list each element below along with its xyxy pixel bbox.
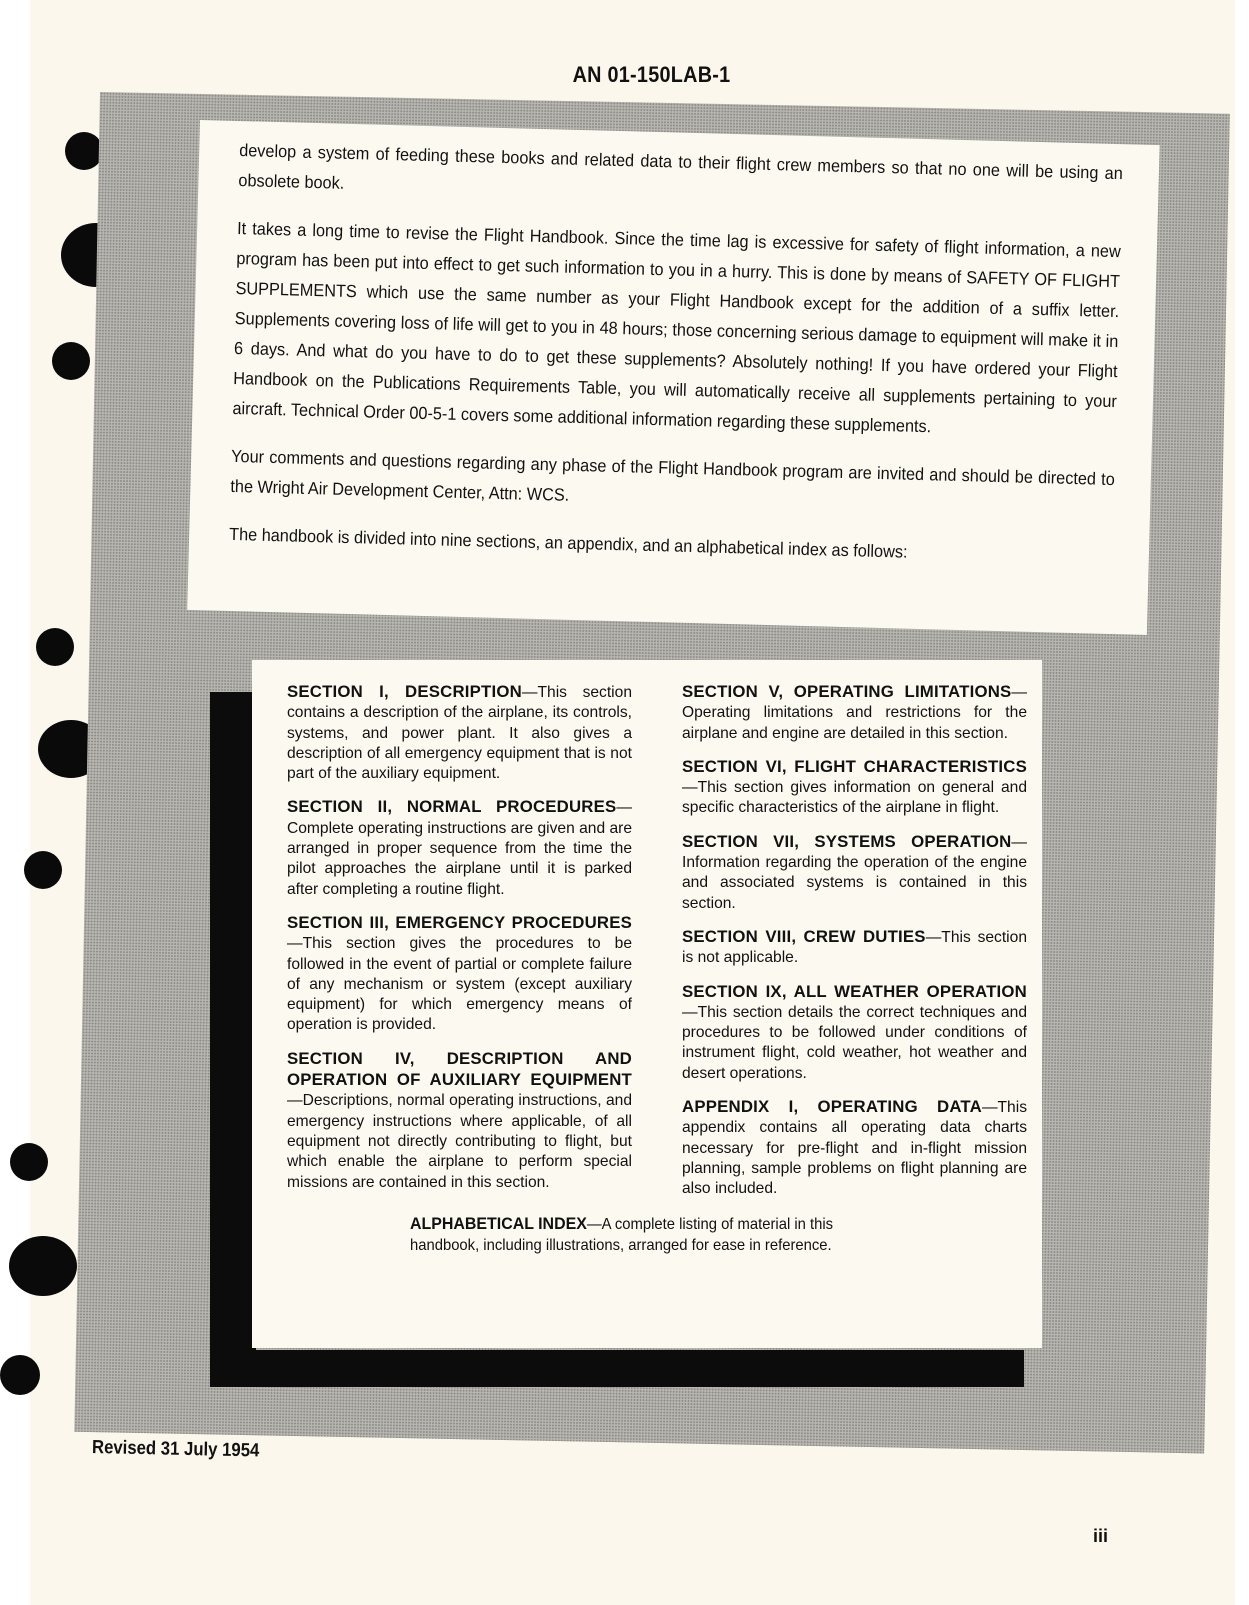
section-description: —This appendix contains all operating data charts necessary for pre-flight and in-flight mission planning, sample problems on flight planning are also included. (682, 1099, 1027, 1198)
section-entry (682, 1097, 1027, 1199)
sections-column-right (682, 682, 1027, 1213)
section-description: —Complete operating instructions are given and are arranged in proper sequence from the time the pilot approaches the airplane until it is parked after completing a routine flight. (287, 799, 632, 898)
sections-column-left (287, 682, 632, 1213)
section-heading: SECTION IX, ALL WEATHER OPERATION (682, 981, 1027, 1001)
binder-hole-icon (10, 1143, 48, 1181)
section-heading: SECTION IV, DESCRIPTION AND OPERATION OF AUXILIARY EQUIPMENT (287, 1048, 632, 1090)
section-description: —This section gives information on general and specific characteristics of the airplane in flight. (682, 779, 1027, 817)
section-description: —This section details the correct techniques and procedures to be followed under conditions of instrument flight, cold weather, hot weather and desert operations. (682, 1003, 1027, 1082)
binder-hole-icon (36, 628, 74, 666)
section-entry (682, 982, 1027, 1084)
intro-paragraph: The handbook is divided into nine sections, an appendix, and an alphabetical index as follows: (228, 523, 908, 562)
intro-paragraph: develop a system of feeding these books and related data to their flight crew members so that no one will be using an obsolete book. (238, 140, 1124, 193)
revision-date: Revised 31 July 1954 (91, 1437, 260, 1462)
intro-text-box (187, 120, 1159, 635)
section-description: —This section gives the procedures to be followed in the event of partial or complete failure of any mechanism or system (except auxiliary equipment) for which emergency means of operation is provided. (287, 935, 632, 1034)
index-entry (410, 1213, 885, 1257)
intro-paragraph: It takes a long time to revise the Flight Handbook. Since the time lag is excessive for safety of flight information, a new program has been put into effect to get such information to you in a hurry. This is done by means of SAFETY OF FLIGHT SUPPLEMENTS which use the same number as your Flight Handbook except for the addition of a suffix letter. Supplements covering loss of life will get to you in 48 hours; those concerning serious damage to equipment will make it in 6 days. And what do you have to do to get these supplements? Absolutely nothing! If you have ordered your Flight Handbook on the Publications Requirements Table, you will automatically receive all supplements pertaining to your aircraft. Technical Order 00-5-1 covers some additional information regarding these supplements. (232, 218, 1122, 437)
section-heading: SECTION VII, SYSTEMS OPERATION (682, 831, 1012, 851)
section-entry (682, 757, 1027, 819)
section-heading: SECTION III, EMERGENCY PROCEDURES (287, 912, 632, 932)
index-heading: ALPHABETICAL INDEX (410, 1213, 587, 1233)
index-description: —A complete listing of material in this handbook, including illustrations, arranged for ease in reference. (410, 1215, 834, 1255)
page-number: iii (1093, 1526, 1109, 1546)
section-description: —Descriptions, normal operating instructions, and emergency instructions where applicable, of all equipment not directly contributing to flight, but which enable the airplane to perform special missions are contained in this section. (287, 1092, 632, 1191)
section-description: —This section contains a description of the airplane, its controls, systems, and power plant. It also gives a description of all emergency equipment that is not part of the auxiliary equipment. (287, 684, 632, 783)
section-entry (682, 682, 1027, 744)
sections-list-box (252, 660, 1042, 1348)
section-entry (287, 913, 632, 1036)
intro-paragraph: Your comments and questions regarding any phase of the Flight Handbook program are invited and should be directed to the Wright Air Development Center, Attn: WCS. (230, 445, 1116, 505)
binder-hole-icon (52, 342, 90, 380)
section-entry (287, 682, 632, 784)
section-description: —Operating limitations and restrictions for the airplane and engine are detailed in this section. (682, 684, 1027, 742)
section-entry (682, 832, 1027, 914)
section-heading: SECTION II, NORMAL PROCEDURES (287, 797, 617, 817)
section-entry (287, 797, 632, 899)
section-heading: APPENDIX I, OPERATING DATA (682, 1097, 982, 1117)
shadow-bar-left (210, 692, 256, 1387)
shadow-bar-bottom (210, 1350, 1024, 1387)
section-entry (287, 1049, 632, 1193)
section-entry (682, 927, 1027, 969)
section-description: —This section is not applicable. (682, 928, 1027, 967)
binder-hole-icon (9, 1236, 77, 1296)
section-heading: SECTION I, DESCRIPTION (287, 682, 522, 701)
binder-hole-icon (24, 851, 62, 889)
binder-hole-icon (65, 132, 103, 170)
section-description: —Information regarding the operation of the engine and associated systems is contained in this section. (682, 833, 1027, 912)
section-heading: SECTION V, OPERATING LIMITATIONS (682, 682, 1012, 701)
binder-hole-icon (0, 1355, 40, 1395)
section-heading: SECTION VIII, CREW DUTIES (682, 926, 926, 946)
document-number: AN 01-150LAB-1 (572, 62, 731, 87)
section-heading: SECTION VI, FLIGHT CHARACTERISTICS (682, 756, 1027, 776)
